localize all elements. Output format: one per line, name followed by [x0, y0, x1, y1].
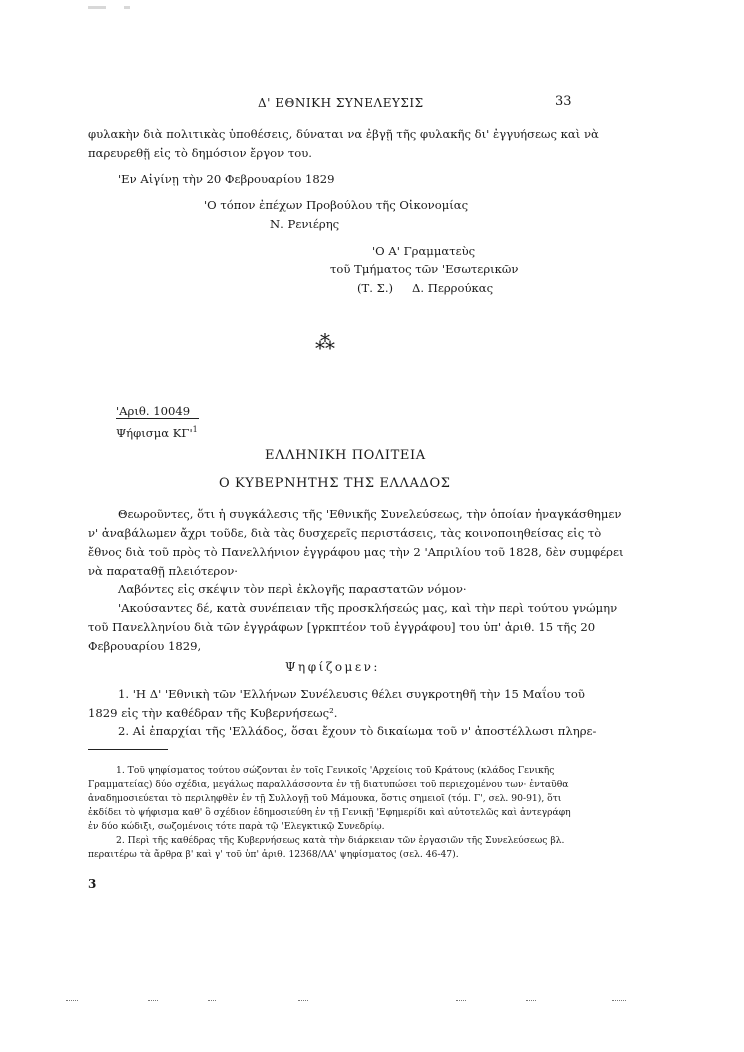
paragraph-line: Λαβόντες εἰς σκέψιν τὸν περὶ ἐκλογῆς παραστατῶν νόμον·	[118, 582, 467, 596]
footnote-line: ἐν δύο κώδιξι, σωζομένοις τότε παρὰ τῷ 'Ελεγκτικῷ Συνεδρίῳ.	[88, 821, 385, 832]
paragraph-line: νὰ παραταθῇ πλειότερον·	[88, 564, 238, 578]
scan-noise	[298, 1000, 308, 1002]
page-number: 33	[555, 94, 572, 109]
decree-number-underline	[116, 418, 199, 419]
body-line: φυλακὴν διὰ πολιτικὰς ὑποθέσεις, δύναται να ἐβγῇ τῆς φυλακῆς δι' ἐγγυήσεως καὶ νὰ	[88, 127, 599, 141]
footnote-line: ἐκδίδει τὸ ψήφισμα καθ' ὃ σχέδιον ἐδημοσιεύθη ἐν τῇ Γενικῇ 'Εφημερίδι καὶ αὐτοτελῶς καὶ ἀντεγράφη	[88, 807, 571, 818]
signatory-name: Δ. Περρούκας	[412, 281, 494, 295]
article-line: 2. Αἱ ἐπαρχίαι τῆς 'Ελλάδος, ὅσαι ἔχουν τὸ δικαίωμα τοῦ ν' ἀποστέλλωσι πληρε-	[118, 724, 597, 738]
signatory-role: 'Ο τόπον ἐπέχων Προβούλου τῆς Οἰκονομίας	[204, 198, 469, 212]
footnote-line: Γραμματείας) δύο σχέδια, μεγάλως παραλλάσσοντα ἐν τῇ διατυπώσει τοῦ περιεχομένου των· ἐνταῦθα	[88, 779, 569, 790]
paragraph-line: Φεβρουαρίου 1829,	[88, 639, 202, 653]
scan-mark	[124, 6, 130, 9]
paragraph-line: τοῦ Πανελληνίου διὰ τῶν ἐγγράφων [γρκπτέον τοῦ ἐγγράφου] του ὑπ' ἀριθ. 15 τῆς 20	[88, 620, 596, 634]
heading-state: ΕΛΛΗΝΙΚΗ ΠΟΛΙΤΕΙΑ	[265, 448, 426, 463]
seal-mark: (Τ. Σ.)	[357, 281, 394, 295]
scan-noise	[66, 1000, 78, 1002]
signatory-name: Ν. Ρενιέρης	[270, 217, 340, 231]
body-line: παρευρεθῇ εἰς τὸ δημόσιον ἔργον του.	[88, 146, 312, 160]
scan-noise	[456, 1000, 466, 1002]
running-title: Δ' ΕΘΝΙΚΗ ΣΥΝΕΛΕΥΣΙΣ	[258, 96, 424, 110]
footnote-line: ἀναδημοσιεύεται τὸ περιληφθὲν ἐν τῇ Συλλογῇ τοῦ Μάμουκα, ὅστις σημειοῖ (τόμ. Γ', σελ. 90-91), ὅτι	[88, 793, 562, 804]
paragraph-line: 'Ακούσαντες δέ, κατὰ συνέπειαν τῆς προσκλήσεώς μας, καὶ τὴν περὶ τούτου γνώμην	[118, 601, 618, 615]
paragraph-line: Θεωροῦντες, ὅτι ἡ συγκάλεσις τῆς 'Εθνικῆς Συνελεύσεως, τὴν ὁποίαν ἠναγκάσθημεν	[118, 507, 622, 521]
footnote-line: περαιτέρω τὰ ἄρθρα β' καὶ γ' τοῦ ὑπ' ἀριθ. 12368/ΛΑ' ψηφίσματος (σελ. 46-47).	[88, 849, 459, 860]
scan-mark	[88, 6, 106, 9]
scan-noise	[148, 1000, 158, 1002]
decree-title	[116, 420, 198, 443]
footnote-line: 2. Περὶ τῆς καθέδρας τῆς Κυβερνήσεως κατὰ τὴν διάρκειαν τῶν ἐργασιῶν τῆς Συνελεύσεως βλ.	[116, 835, 565, 846]
article-line: 1829 εἰς τὴν καθέδραν τῆς Κυβερνήσεως².	[88, 706, 338, 720]
resolve-heading: Ψηφίζομεν:	[285, 660, 380, 674]
heading-governor: Ο ΚΥΒΕΡΝΗΤΗΣ ΤΗΣ ΕΛΛΑΔΟΣ	[219, 476, 451, 491]
signatory-role: 'Ο Α' Γραμματεὺς	[372, 244, 476, 258]
paragraph-line: ν' ἀναβάλωμεν ἄχρι τοῦδε, διὰ τὰς δυσχερεῖς περιστάσεις, τὰς κοινοποιηθείσας εἰς τὸ	[88, 526, 602, 540]
asterism-separator: ⁂	[315, 330, 335, 354]
footnote-line: 1. Τοῦ ψηφίσματος τούτου σώζονται ἐν τοῖς Γενικοῖς 'Αρχείοις τοῦ Κράτους (κλάδος Γενικῆς	[116, 765, 555, 776]
scan-noise	[208, 1000, 216, 1002]
decree-title-text: Ψήφισμα ΚΓ'	[116, 425, 193, 440]
scan-noise	[612, 1000, 626, 1002]
signatory-department: τοῦ Τμήματος τῶν 'Εσωτερικῶν	[330, 262, 519, 276]
paragraph-line: ἔθνος διὰ τοῦ πρὸς τὸ Πανελλήνιον ἐγγράφου μας τὴν 2 'Απριλίου τοῦ 1828, δὲν συμφέρει	[88, 545, 624, 559]
decree-number: 'Αριθ. 10049	[116, 404, 191, 418]
scan-noise	[526, 1000, 536, 1002]
footnote-rule	[88, 749, 168, 750]
article-line: 1. 'Η Δ' 'Εθνικὴ τῶν 'Ελλήνων Συνέλευσις θέλει συγκροτηθῆ τὴν 15 Μαΐου τοῦ	[118, 687, 585, 701]
footnote-mark: 1	[192, 425, 198, 434]
place-date: 'Εν Αἰγίνῃ τὴν 20 Φεβρουαρίου 1829	[118, 172, 335, 186]
signature-mark: 3	[88, 877, 97, 891]
